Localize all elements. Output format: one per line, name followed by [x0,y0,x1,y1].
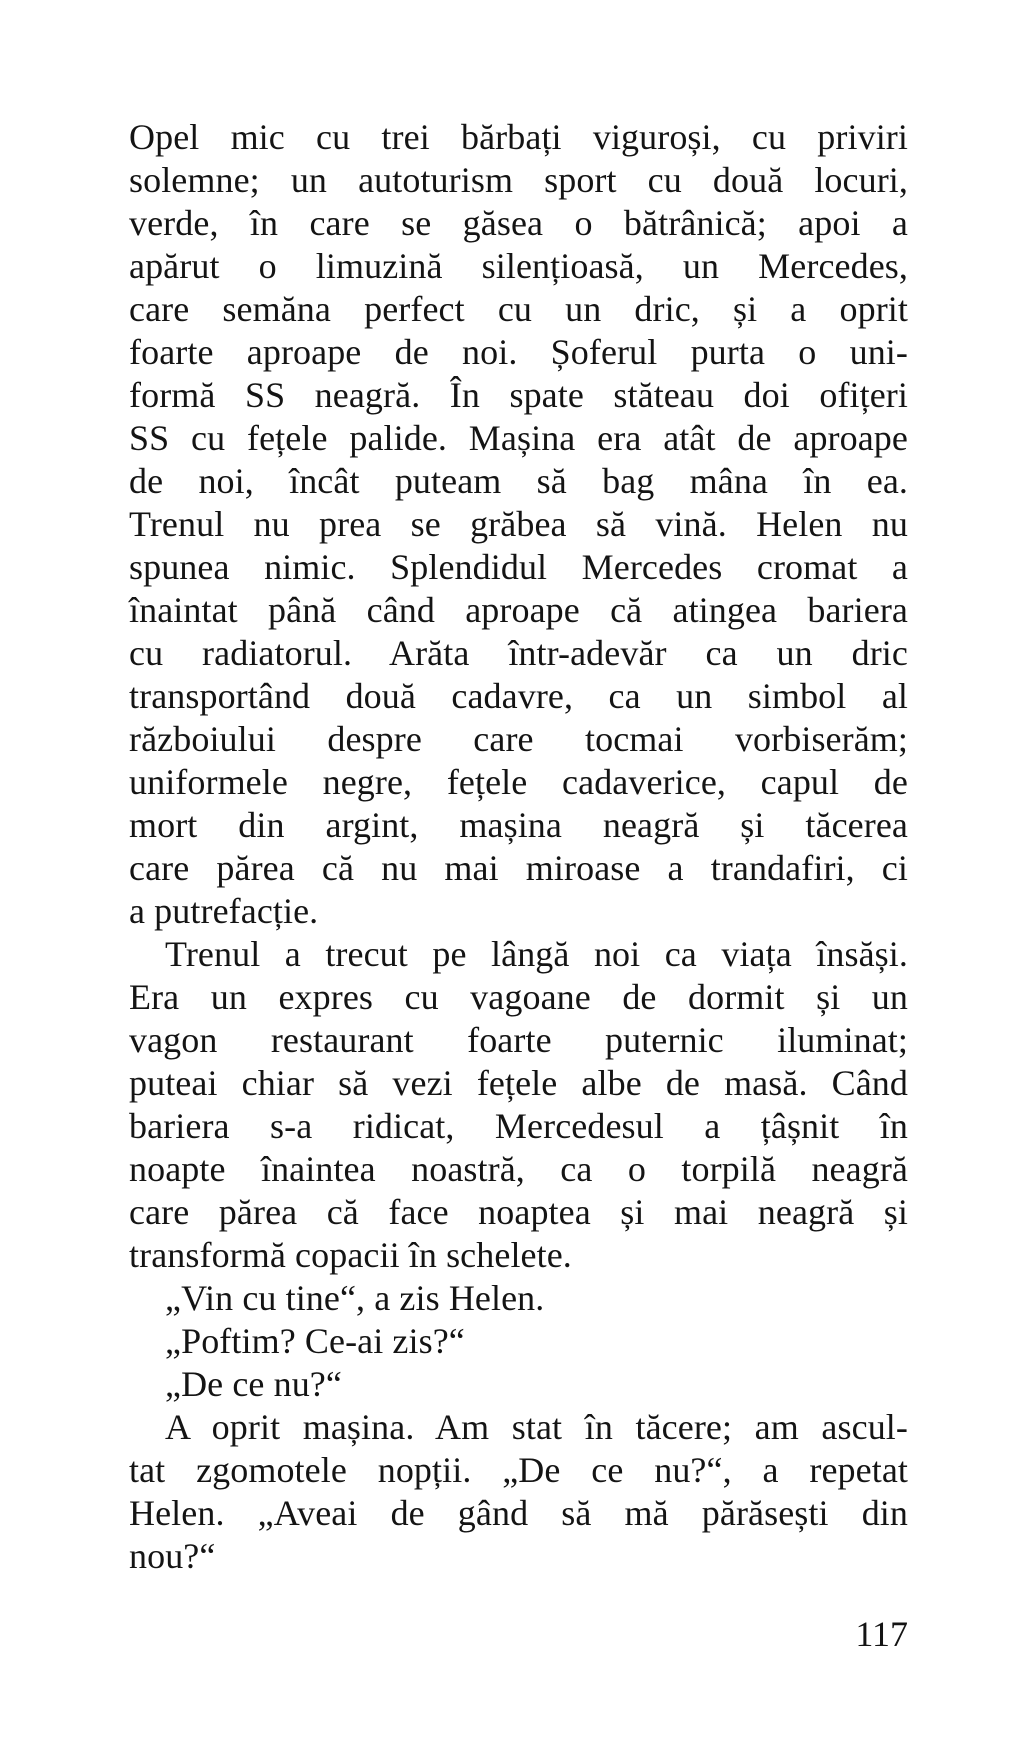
text-line: care semăna perfect cu un dric, și a oprit [129,289,908,329]
text-line: a putrefacție. [129,891,319,931]
text-line: războiului despre care tocmai vorbiserăm; [129,719,908,759]
text-line: solemne; un autoturism sport cu două locuri, [129,160,908,200]
text-line: de noi, încât puteam să bag mâna în ea. [129,461,908,501]
text-line: „De ce nu?“ [165,1364,342,1404]
text-line: vagon restaurant foarte puternic iluminat; [129,1020,908,1060]
text-line: uniformele negre, fețele cadaverice, capul de [129,762,908,802]
text-line: înaintat până când aproape că atingea bariera [129,590,908,630]
text-line: care părea că nu mai miroase a trandafiri, ci [129,848,908,888]
text-line: A oprit mașina. Am stat în tăcere; am ascul- [165,1407,908,1447]
text-line: nou?“ [129,1536,216,1576]
text-line: Helen. „Aveai de gând să mă părăsești din [129,1493,908,1533]
text-line: „Vin cu tine“, a zis Helen. [165,1278,545,1318]
text-line: verde, în care se găsea o bătrânică; apoi a [129,203,908,243]
text-block [129,116,908,1578]
text-line: Opel mic cu trei bărbați viguroși, cu priviri [129,117,908,157]
text-line: transportând două cadavre, ca un simbol al [129,676,908,716]
text-line: spunea nimic. Splendidul Mercedes cromat a [129,547,908,587]
text-line: tat zgomotele nopții. „De ce nu?“, a repetat [129,1450,908,1490]
text-line: apărut o limuzină silențioasă, un Mercedes, [129,246,908,286]
text-line: SS cu fețele palide. Mașina era atât de aproape [129,418,908,458]
text-line: bariera s-a ridicat, Mercedesul a țâșnit în [129,1106,908,1146]
text-line: transformă copacii în schelete. [129,1235,572,1275]
text-line: „Poftim? Ce-ai zis?“ [165,1321,465,1361]
text-line: mort din argint, mașina neagră și tăcerea [129,805,908,845]
page-number: 117 [855,1614,908,1654]
text-line: Trenul a trecut pe lângă noi ca viața însăși. [165,934,908,974]
text-line: cu radiatorul. Arăta într-adevăr ca un dric [129,633,908,673]
text-line: puteai chiar să vezi fețele albe de masă. Când [129,1063,908,1103]
text-line: Trenul nu prea se grăbea să vină. Helen nu [129,504,908,544]
text-line: care părea că face noaptea și mai neagră și [129,1192,908,1232]
text-line: foarte aproape de noi. Șoferul purta o uni- [129,332,908,372]
text-line: Era un expres cu vagoane de dormit și un [129,977,908,1017]
text-line: formă SS neagră. În spate stăteau doi ofițeri [129,375,908,415]
text-line: noapte înaintea noastră, ca o torpilă neagră [129,1149,908,1189]
